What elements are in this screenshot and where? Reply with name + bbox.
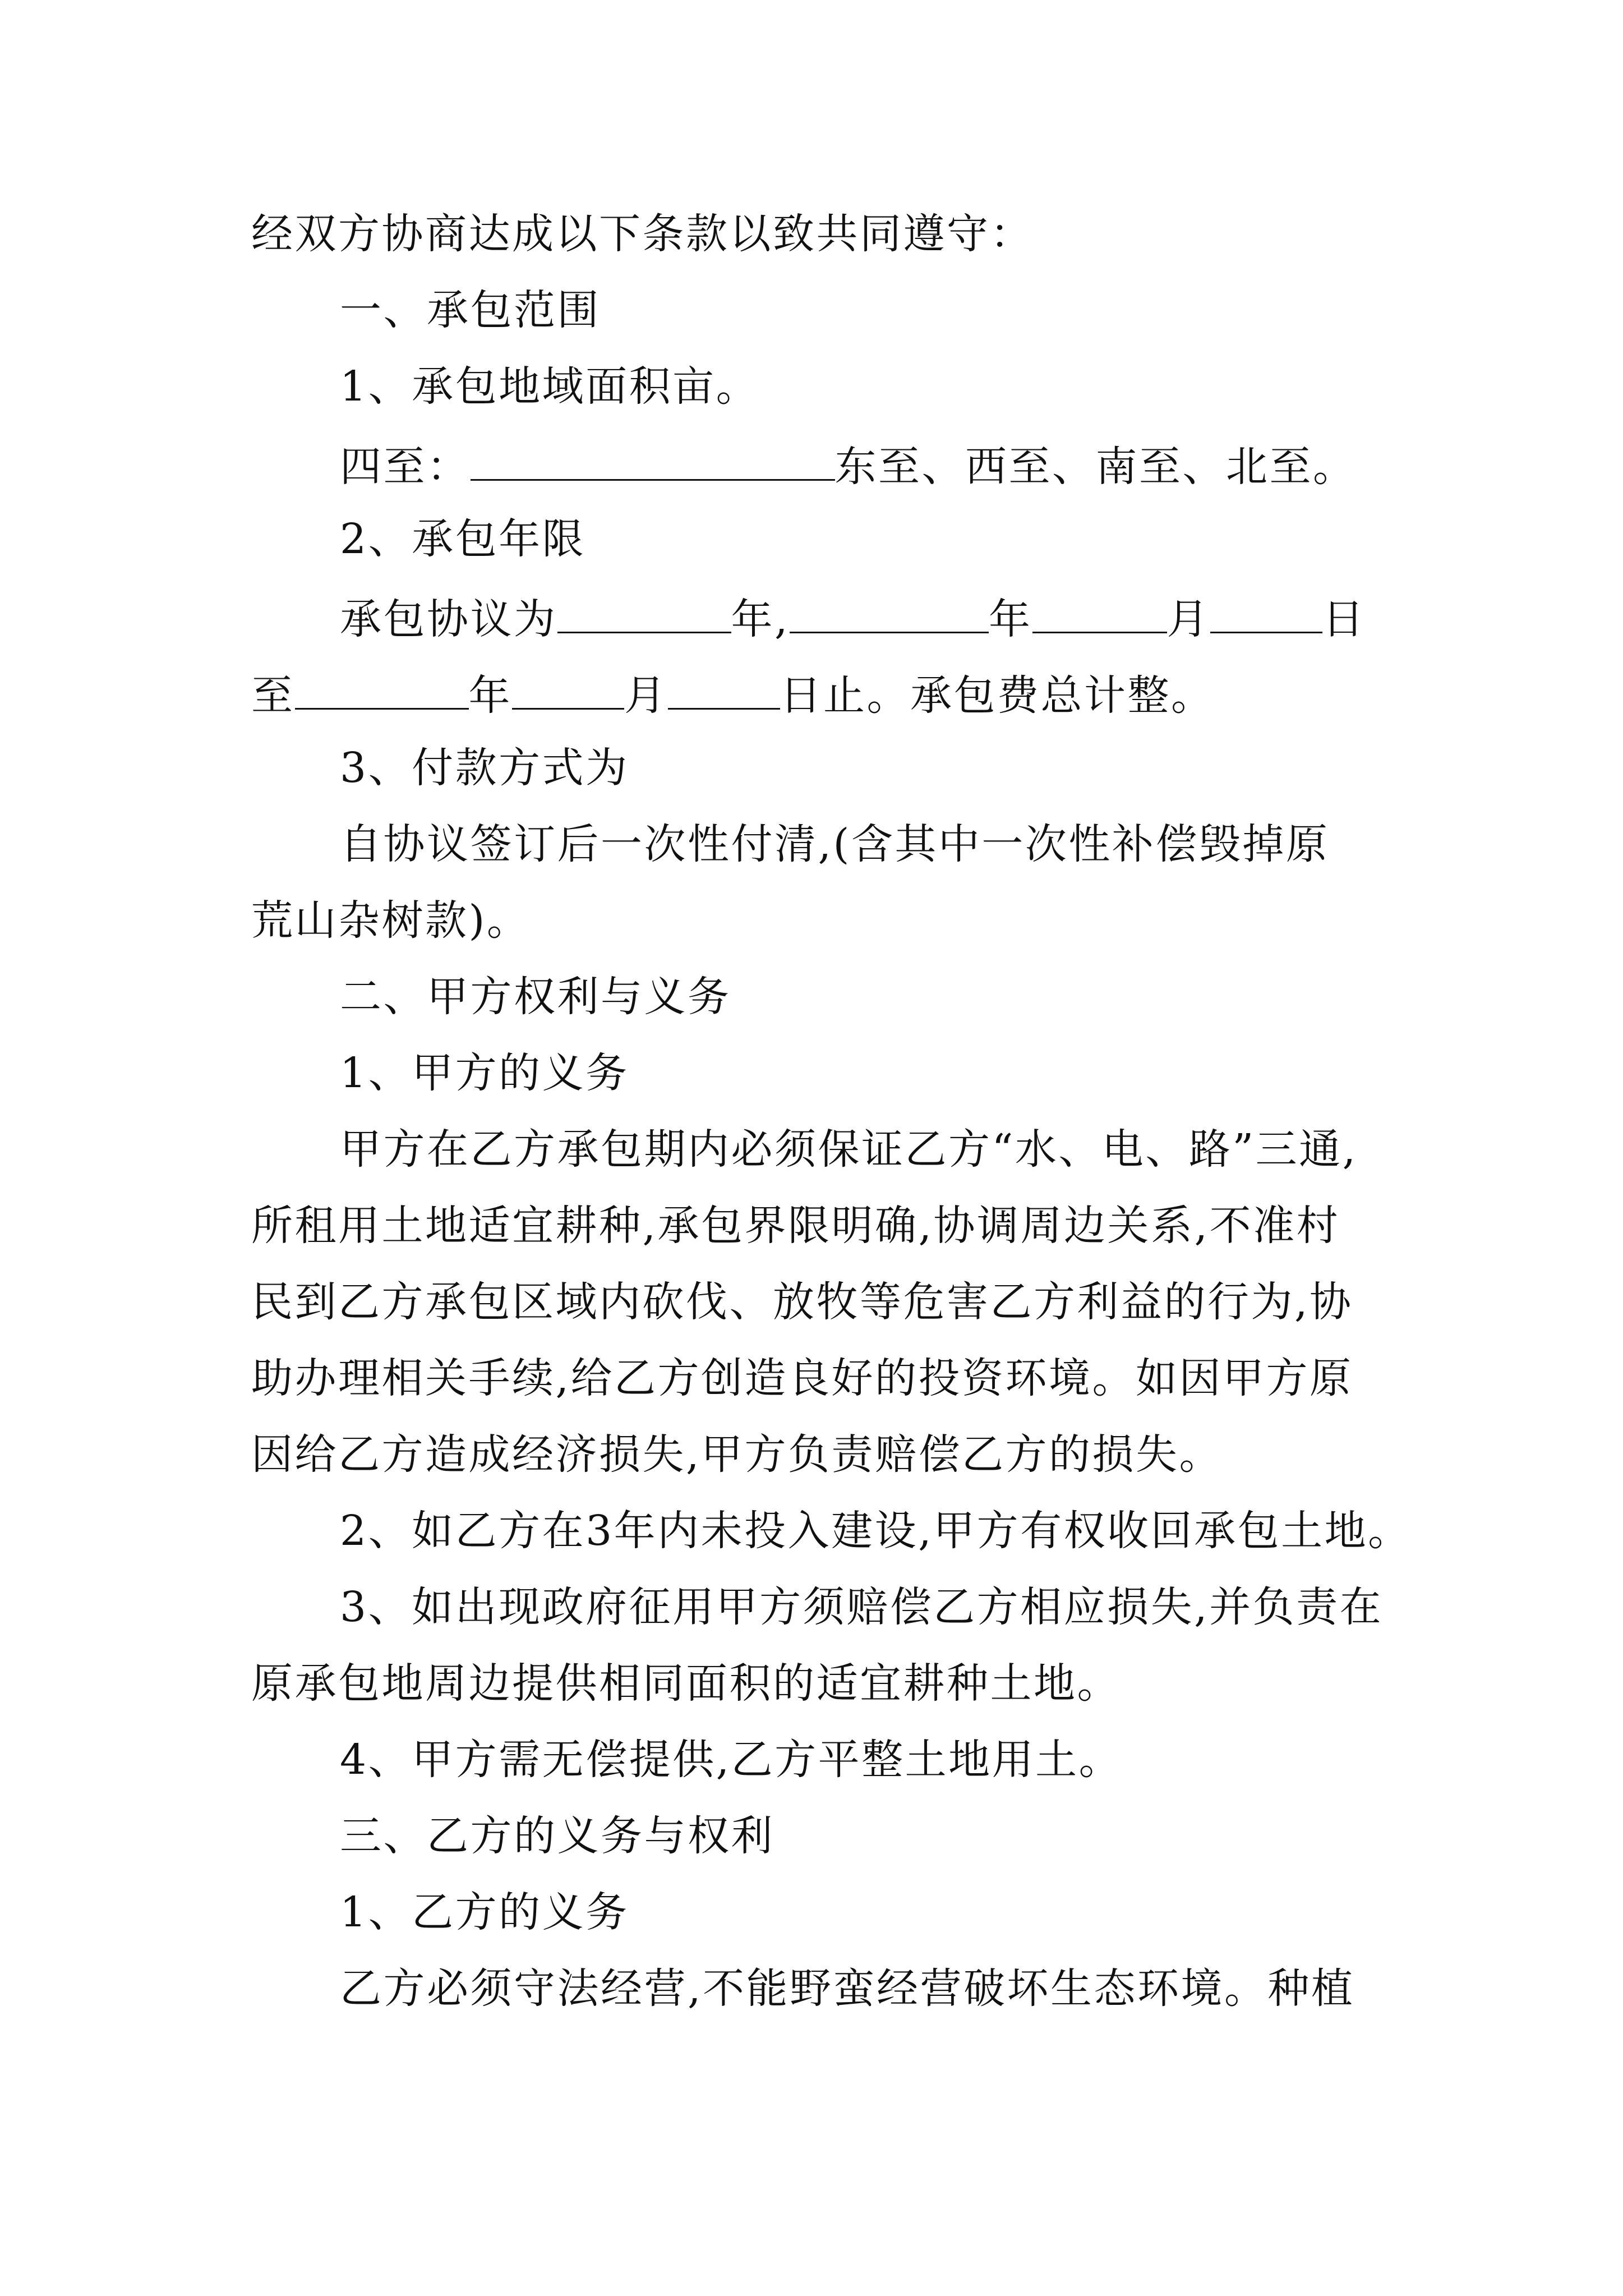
section-heading: 一、承包范围 xyxy=(340,286,601,334)
text-line: 因给乙方造成经济损失,甲方负责赔偿乙方的损失。 xyxy=(251,1430,1223,1479)
text-line: 自协议签订后一次性付清,(含其中一次性补偿毁掉原 xyxy=(340,820,1330,868)
text-segment: 四至： xyxy=(340,443,471,491)
fill-blank[interactable] xyxy=(512,671,624,710)
text-segment: 月 xyxy=(1166,595,1211,643)
text-line: 助办理相关手续,给乙方创造良好的投资环境。如因甲方原 xyxy=(251,1354,1353,1402)
text-segment: 至 xyxy=(251,671,295,720)
text-line: 2、如乙方在3年内未投入建设,甲方有权收回承包土地。 xyxy=(340,1507,1412,1555)
text-segment: 承包协议为 xyxy=(340,595,557,643)
boundary-line xyxy=(251,442,1384,491)
section-heading: 1、乙方的义务 xyxy=(340,1888,629,1936)
fill-blank[interactable] xyxy=(668,671,780,710)
fill-blank[interactable] xyxy=(557,595,731,633)
text-line: 原承包地周边提供相同面积的适宜耕种土地。 xyxy=(251,1659,1121,1708)
text-segment: 日止。承包费总计整。 xyxy=(780,671,1215,720)
document-page xyxy=(251,210,1412,2044)
text-line: 民到乙方承包区域内砍伐、放牧等危害乙方利益的行为,协 xyxy=(251,1278,1353,1326)
text-segment: 年 xyxy=(989,595,1032,643)
fill-blank[interactable] xyxy=(295,671,469,710)
text-line: 甲方在乙方承包期内必须保证乙方“水、电、路”三通, xyxy=(340,1125,1358,1174)
text-segment: 月 xyxy=(624,671,668,720)
text-segment: 年 xyxy=(468,671,512,720)
term-line xyxy=(251,595,1384,643)
fill-blank[interactable] xyxy=(790,595,989,633)
text-line: 经双方协商达成以下条款以致共同遵守： xyxy=(251,210,1034,258)
section-heading: 二、甲方权利与义务 xyxy=(340,973,731,1021)
section-heading: 三、乙方的义务与权利 xyxy=(340,1812,774,1860)
text-line: 乙方必须守法经营,不能野蛮经营破坏生态环境。种植 xyxy=(340,1964,1355,2013)
text-segment: 日 xyxy=(1322,595,1366,643)
fill-blank[interactable] xyxy=(1210,595,1322,633)
fill-blank[interactable] xyxy=(471,442,835,481)
text-line: 荒山杂树款)。 xyxy=(251,896,531,945)
text-line: 所租用土地适宜耕种,承包界限明确,协调周边关系,不准村 xyxy=(251,1202,1340,1250)
fill-blank[interactable] xyxy=(1032,595,1167,633)
term-line xyxy=(251,671,1384,720)
text-segment: 东至、西至、南至、北至。 xyxy=(834,443,1357,491)
section-heading: 2、承包年限 xyxy=(340,515,586,563)
section-heading: 3、付款方式为 xyxy=(340,744,629,792)
text-segment: 年, xyxy=(731,595,790,643)
text-line: 1、承包地域面积亩。 xyxy=(340,362,760,411)
section-heading: 1、甲方的义务 xyxy=(340,1049,629,1097)
text-line: 4、甲方需无偿提供,乙方平整土地用土。 xyxy=(340,1736,1123,1784)
text-line: 3、如出现政府征用甲方须赔偿乙方相应损失,并负责在 xyxy=(340,1583,1384,1631)
